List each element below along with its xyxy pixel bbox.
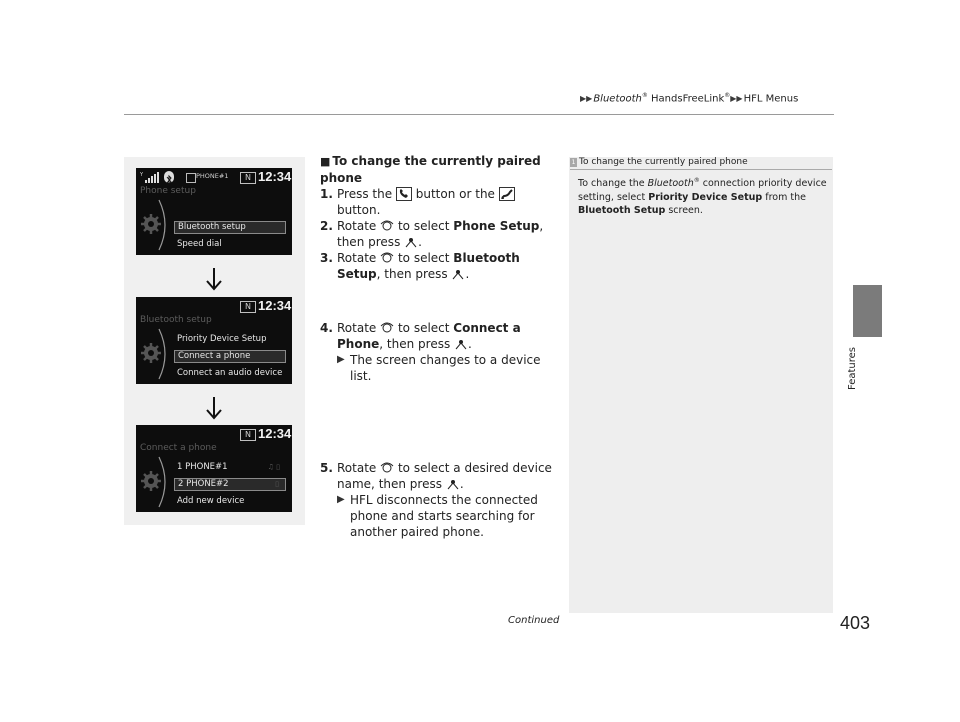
down-arrow-icon <box>204 267 224 291</box>
bluetooth-icon <box>164 171 174 183</box>
step-text: press <box>415 267 448 281</box>
note-text: To change the <box>578 178 648 190</box>
heading-square-icon: ■ <box>320 155 331 168</box>
step-text: to select <box>397 321 450 335</box>
n-badge: N <box>240 301 256 313</box>
menu-item-bluetooth-setup[interactable]: Bluetooth setup <box>174 221 286 234</box>
signal-strength-icon <box>140 171 160 183</box>
menu-item-priority-device-setup[interactable]: Priority Device Setup <box>177 334 267 344</box>
step-3 <box>320 250 560 282</box>
dial-arc-icon <box>157 198 171 252</box>
clock: 12:34 <box>258 298 292 313</box>
procedure-steps <box>320 153 560 540</box>
press-knob-icon <box>451 268 465 280</box>
note-text: from the <box>762 191 806 203</box>
step-text: button or the <box>415 187 495 201</box>
device-name: 2 PHONE#2 <box>178 479 229 489</box>
dial-arc-icon <box>157 455 171 509</box>
step-2 <box>320 218 560 250</box>
note-text: connection priority device setting, select <box>578 178 827 203</box>
section-heading-text: To change the currently paired phone <box>320 154 541 185</box>
selector-knob-icon <box>380 462 394 474</box>
header-rule <box>124 114 834 115</box>
step-text: Rotate <box>337 321 377 335</box>
note-italic: Bluetooth <box>647 178 694 190</box>
talk-button-icon <box>499 187 515 201</box>
result-arrow-icon: ▶ <box>337 494 345 505</box>
notes-heading <box>570 157 748 167</box>
step-number: 4. <box>320 321 333 335</box>
screen-bluetooth-setup <box>136 297 292 384</box>
step-text: button. <box>337 203 381 217</box>
menu-item-add-new-device[interactable]: Add new device <box>177 496 245 506</box>
step-text: Press the <box>337 187 393 201</box>
notes-body <box>578 174 828 218</box>
selector-knob-icon <box>380 252 394 264</box>
step-text: Rotate <box>337 251 377 265</box>
registered-mark: ® <box>724 92 731 99</box>
step-text: Rotate <box>337 219 377 233</box>
n-badge: N <box>240 429 256 441</box>
step-text: to select <box>397 219 450 233</box>
step-1 <box>320 186 560 218</box>
svg-text:Y: Y <box>140 172 144 178</box>
press-knob-icon <box>404 236 418 248</box>
connected-phone-name: PHONE#1 <box>196 172 229 180</box>
result-text: HFL disconnects the connected phone and starts searching for another paired phone. <box>350 493 538 539</box>
phone-button-icon <box>396 187 412 201</box>
breadcrumb-arrow-icon: ▶▶ <box>730 94 743 104</box>
step-number: 2. <box>320 219 333 233</box>
screen-title: Bluetooth setup <box>140 315 212 325</box>
step-text: . <box>465 267 470 281</box>
step-text: press <box>368 235 401 249</box>
step-number: 3. <box>320 251 333 265</box>
step-text: Rotate <box>337 461 377 475</box>
phone-device-icon <box>186 173 196 183</box>
screen-phone-setup <box>136 168 292 255</box>
result-text: The screen changes to a device list. <box>350 353 541 383</box>
screen-title: Connect a phone <box>140 443 217 453</box>
running-header <box>580 92 798 104</box>
menu-item-connect-a-phone[interactable]: Connect a phone <box>174 350 286 363</box>
clock: 12:34 <box>258 169 292 184</box>
press-knob-icon <box>454 338 468 350</box>
step-text: then press <box>386 337 451 351</box>
step-5 <box>320 460 560 492</box>
result-arrow-icon: ▶ <box>337 354 345 365</box>
step-text: . <box>468 337 472 351</box>
step-result <box>320 352 560 384</box>
device-name: 1 PHONE#1 <box>177 462 228 472</box>
step-text: , <box>379 337 384 351</box>
device-list-item[interactable] <box>174 478 286 491</box>
step-text: . <box>418 235 422 249</box>
section-tab <box>853 285 882 337</box>
selector-knob-icon <box>380 322 394 334</box>
registered-mark: ® <box>641 92 648 99</box>
notes-panel <box>569 157 833 613</box>
audio-phone-icon: ♫ ▯ <box>267 463 280 471</box>
header-hfl-menus: HFL Menus <box>743 93 799 105</box>
step-text: , then <box>337 219 544 249</box>
menu-item-connect-audio-device[interactable]: Connect an audio device <box>177 368 283 378</box>
menu-item-speed-dial[interactable]: Speed dial <box>177 239 222 249</box>
menu-name: Bluetooth Setup <box>337 251 520 281</box>
screen-connect-a-phone <box>136 425 292 512</box>
press-knob-icon <box>446 478 460 490</box>
step-text: . <box>459 477 464 491</box>
page-number: 403 <box>840 613 871 633</box>
phone-icon: ▯ <box>275 480 279 488</box>
clock: 12:34 <box>258 426 292 441</box>
dial-arc-icon <box>157 327 171 381</box>
step-4 <box>320 320 560 352</box>
screen-title: Phone setup <box>140 186 196 196</box>
registered-mark: ® <box>693 177 700 184</box>
device-list-item[interactable] <box>174 461 286 474</box>
step-text: , then <box>376 267 412 281</box>
notes-heading-text: To change the currently paired phone <box>579 157 748 167</box>
down-arrow-icon <box>204 396 224 420</box>
continued-label: Continued <box>508 615 560 626</box>
step-result <box>320 492 560 540</box>
section-heading <box>320 153 560 186</box>
section-side-label: Features <box>847 347 858 390</box>
n-badge: N <box>240 172 256 184</box>
step-text: then press <box>378 477 442 491</box>
selector-knob-icon <box>380 220 394 232</box>
header-bluetooth: Bluetooth <box>593 93 642 105</box>
step-number: 1. <box>320 187 333 201</box>
menu-name: Connect a Phone <box>337 321 521 351</box>
header-handsfreelink: HandsFreeLink <box>647 93 725 105</box>
breadcrumb-arrow-icon: ▶▶ <box>580 94 593 104</box>
notes-rule <box>570 169 832 170</box>
step-number: 5. <box>320 461 333 475</box>
menu-name: Phone Setup <box>453 219 540 233</box>
note-bold: Bluetooth Setup <box>578 205 666 217</box>
note-text: screen. <box>665 205 703 217</box>
note-bold: Priority Device Setup <box>648 191 763 203</box>
step-text: to select a desired device name, <box>337 461 552 491</box>
step-text: to select <box>397 251 450 265</box>
note-number-icon: 1 <box>571 159 576 166</box>
